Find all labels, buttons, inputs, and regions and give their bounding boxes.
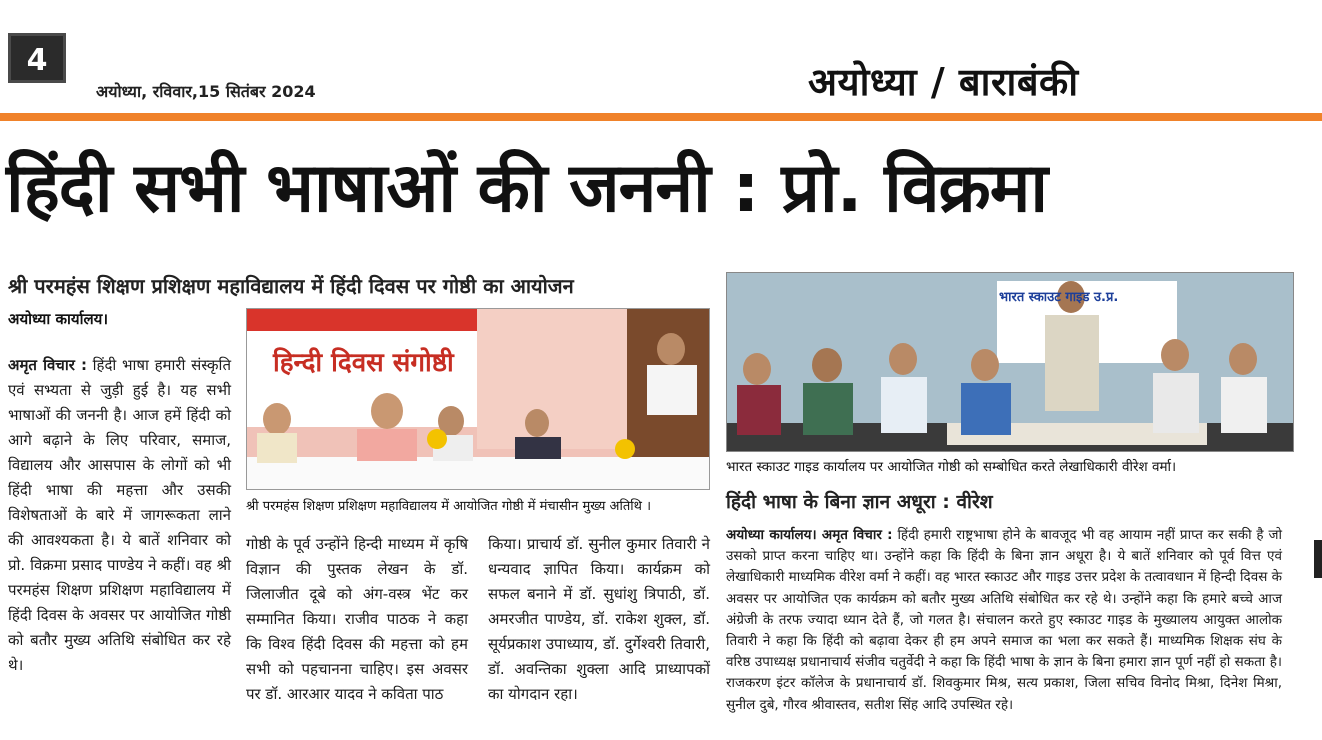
article-2-text: हिंदी हमारी राष्ट्रभाषा होने के बावजूद भी वह आयाम नहीं प्राप्त कर सकी है जो उसको प्राप्त करना चाहिए था। उन्होंने कहा कि हिंदी के बिना ज्ञान अधूरा है। ये बातें शनिवार को पूर्व वित्त एवं लेखाधिकारी माध्यमिक वीरेश वर्मा ने कहीं। वह भारत स्काउट और गाइड उत्तर प्रदेश के तत्वावधान में हिन्दी दिवस के अवसर पर आयोजित एक कार्यक्रम को बतौर मुख्य अतिथि संबोधित कर रहे थे। उन्होंने कहा कि हमारे बच्चे आज अंग्रेजी के तरफ ज्यादा ध्यान देते हैं, जो गलत है। संचालन करते हुए स्काउट गाइड के मुख्यालय आयुक्त आलोक तिवारी ने कहा कि हिंदी को बढ़ावा देकर ही हम अपने समाज का भला कर सकते हैं। माध्यमिक शिक्षक संघ के वरिष्ठ उपाध्यक्ष प्रधानाचार्य संजीव चतुर्वेदी ने कहा कि हिंदी भाषा के ज्ञान के बिना हमारा ज्ञान पूर्ण नहीं हो सकता है। राजकरण इंटर कॉलेज के प्रधानाचार्य डॉ. शिवकुमार मिश्र, सत्य प्रकाश, जिला सचिव विनोद मिश्रा, दिनेश मिश्रा, सुनील दुबे, गौरव श्रीवास्तव, सतीश सिंह आदि उपस्थित रहे। — [726, 527, 1282, 713]
column-1-text: हिंदी भाषा हमारी संस्कृति एवं सभ्यता से जुड़ी हुई है। यह सभी भाषाओं की जननी है। आज हमें हिंदी को आगे बढ़ाने के लिए परिवार, समाज, विद्यालय और आसपास के लोगों को भी हिंदी भाषा की महत्ता और उसकी विशेषताओं के बारे में जागरूकता लाने की आवश्यकता है। ये बातें शनिवार को प्रो. विक्रमा प्रसाद पाण्डेय ने कहीं। वह श्री परमहंस शिक्षण प्रशिक्षण महाविद्यालय में हिंदी दिवस के अवसर पर आयोजित गोष्ठी को बतौर मुख्य अतिथि संबोधित कर रहे थे। — [8, 356, 231, 674]
event-photo-1-image — [247, 309, 709, 489]
headline: हिंदी सभी भाषाओं की जननी : प्रो. विक्रमा — [6, 149, 1048, 228]
article-column-3: किया। प्राचार्य डॉ. सुनील कुमार तिवारी ने धन्यवाद ज्ञापित किया। कार्यक्रम को सफल बनाने में डॉ. सुधांशु त्रिपाठी, डॉ. अमरजीत पाण्डेय, डॉ. राकेश शुक्ल, डॉ. सूर्यप्रकाश उपाध्याय, डॉ. दुर्गेश्वरी तिवारी, डॉ. अवन्तिका शुक्ला आदि प्राध्यापकों का योगदान रहा। — [488, 535, 710, 703]
subheadline-2: हिंदी भाषा के बिना ज्ञान अधूरा : वीरेश — [726, 491, 993, 513]
event-photo-1 — [246, 308, 710, 490]
section-title: अयोध्या / बाराबंकी — [808, 60, 1079, 104]
lead-label: अमृत विचार : — [8, 356, 87, 374]
photo-caption-2: भारत स्काउट गाइड कार्यालय पर आयोजित गोष्ठी को सम्बोधित करते लेखाधिकारी वीरेश वर्मा। — [726, 459, 1177, 475]
photo-banner-text: हिन्दी दिवस संगोष्ठी — [273, 348, 454, 378]
dateline: अयोध्या, रविवार,15 सितंबर 2024 — [96, 82, 316, 101]
header-rule — [0, 113, 1322, 121]
photo-caption-1: श्री परमहंस शिक्षण प्रशिक्षण महाविद्यालय में आयोजित गोष्ठी में मंचासीन मुख्य अतिथि । — [246, 499, 651, 514]
page-number: 4 — [8, 33, 66, 83]
subheadline: श्री परमहंस शिक्षण प्रशिक्षण महाविद्यालय में हिंदी दिवस पर गोष्ठी का आयोजन — [8, 274, 574, 298]
article-column-1 — [8, 353, 231, 678]
photo-banner-text: भारत स्काउट गाइड उ.प्र. — [999, 290, 1119, 305]
lead-label: अयोध्या कार्यालय। अमृत विचार : — [726, 527, 893, 543]
article-2-body — [726, 525, 1282, 716]
byline: अयोध्या कार्यालय। — [8, 310, 109, 328]
article-column-2: गोष्ठी के पूर्व उन्होंने हिन्दी माध्यम में कृषि विज्ञान की पुस्तक लेखन के डॉ. जिलाजीत दूबे को अंग-वस्त्र भेंट कर सम्मानित किया। राजीव पाठक ने कहा कि विश्व हिंदी दिवस की महत्ता को हम सभी को पहचानना चाहिए। इस अवसर पर डॉ. आरआर यादव ने कविता पाठ — [246, 535, 468, 703]
edge-marker — [1314, 540, 1322, 578]
event-photo-2 — [726, 272, 1294, 452]
